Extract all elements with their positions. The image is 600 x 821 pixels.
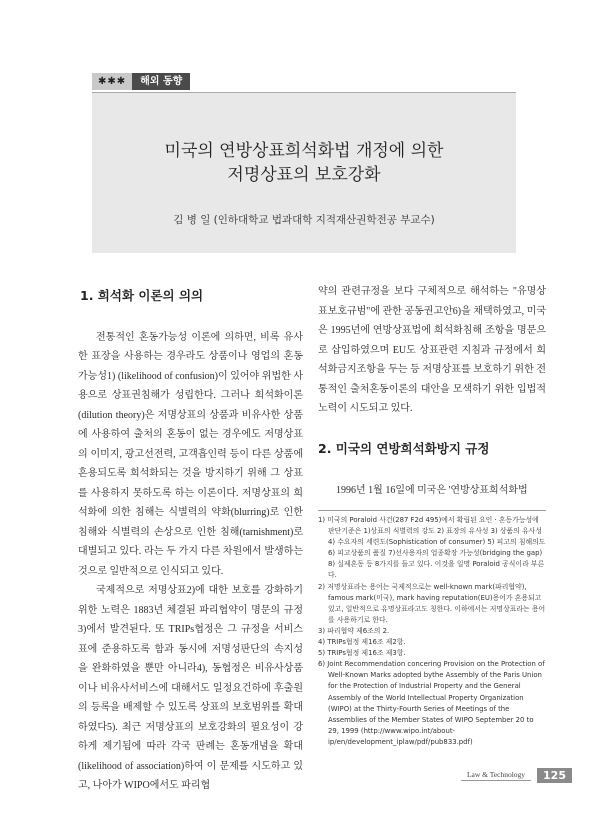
footnote: 5) TRIPs협정 제16조 제3항. xyxy=(318,649,406,658)
right-column xyxy=(318,282,546,501)
page-footer xyxy=(461,768,572,783)
page-number: 125 xyxy=(537,768,572,783)
section-tag xyxy=(92,73,190,90)
footnote: 2) 저명상표라는 용어는 국제적으로는 well-known mark(파리협약), famous mark(미국), mark having reputation(EU)용어가 혼용되고 있고, 일반적으로 유명상표라고도 칭한다. 이하에서는 저명상표라는 용어를 사용하기로 한다. xyxy=(318,582,546,624)
section-label: 해외 동향 xyxy=(132,73,190,90)
paragraph: 전통적인 혼동가능성 이론에 의하면, 비록 유사한 표장을 사용하는 경우라도 상품이나 영업의 혼동가능성1) (likelihood of confusion)이 있어야 위법한 사용으로 상표권침해가 성립한다. 그러나 희석화이론(dilution theory)은 저명상표의 상품과 비유사한 상품에 사용하여 출처의 혼동이 없는 경우에도 저명상표의 이미지, 광고선전력, 고객흡인력 등이 다른 상품에 흔용되도록 희석화되는 것을 방지하기 위해 그 상표를 사용하지 못하도록 하는 이론이다. 저명상표의 희석화에 의한 침해는 식별력의 약화(blurring)로 인한 침해와 식별력의 손상으로 인한 침해(tarnishment)로 대별되고 있다. 라는 두 가지 다른 차원에서 발생하는 것으로 일반적으로 인식되고 있다. xyxy=(78,331,303,577)
footnotes xyxy=(318,510,546,748)
paragraph: 1996년 1월 16일에 미국은 '연방상표희석화법 xyxy=(336,485,528,496)
footnote: 3) 파리협약 제6조의 2. xyxy=(318,626,390,635)
left-column xyxy=(78,286,303,796)
paragraph: 약의 관련규정을 보다 구체적으로 해석하는 "유명상표보호규범"에 관한 공동권고안6)을 채택하였고, 미국은 1995년에 연방상표법에 희석화침해 조항을 명문으로 삽입하였으며 EU도 상표관련 지침과 규정에서 희석화금지조항을 두는 등 저명상표를 보호하기 위한 전통적인 출처혼동이론의 대안을 모색하기 위한 입법적 노력이 시도되고 있다. xyxy=(318,286,546,414)
author-line: 김 병 일 (인하대학교 법과대학 지적재산권학전공 부교수) xyxy=(173,214,435,226)
section-heading-1: 1. 희석화 이론의 의의 xyxy=(80,288,204,303)
section-heading-2: 2. 미국의 연방희석화방지 규정 xyxy=(318,440,490,456)
footnote: 6) Joint Recommendation concering Provision on the Protection of Well-Known Marks adopted bythe Assembly of the Paris Union for the Protection of Industrial Property and the General Assembly of the World Intellectual Property Organization (WIPO) at the Thirty-Fourth Series of Meetings of the Assemblies of the Member States of WIPO September 20 to 29, 1999 (http://www.wipo.int/about-ip/en/development_iplaw/pdf/pub833.pdf) xyxy=(318,660,545,746)
journal-name: Law & Technology xyxy=(461,770,531,781)
article-title xyxy=(92,139,516,187)
title-box xyxy=(92,92,516,253)
footnote: 4) TRIPs협정 제16조 제2항. xyxy=(318,638,406,647)
footnote: 1) 미국의 Poraloid 사건(287 F2d 495)에서 확립된 요인 · 혼동가능성에 판단기준은 1)상표의 식별력의 강도 2) 표장의 유사성 3) 상품의 유사성 4) 수요자의 세련도(Sophistication of consumer) 5) 피고의 침해의도 6) 피고상품의 품질 7)선사용자의 업종확장 가능성(bridging the gap) 8) 실제혼동 등 8가지를 들고 있다. 이것을 일명 Poraloid 공식이라 부른다. xyxy=(318,516,546,580)
title-line-2: 저명상표의 보호강화 xyxy=(227,165,381,185)
title-line-1: 미국의 연방상표희석화법 개정에 의한 xyxy=(164,141,444,161)
star-icons: ✱✱✱ xyxy=(92,73,132,90)
paragraph: 국제적으로 저명상표2)에 대한 보호를 강화하기 위한 노력은 1883년 체결된 파리협약이 명문의 규정3)에서 발견된다. 또 TRIPs협정은 그 규정을 서비스표에 준용하도록 함과 동시에 저명성판단의 속지성을 완화하였을 뿐만 아니라4), 동협정은 비유사상품이나 비유사서비스에 대해서도 일정요건하에 후출원의 등록을 배제할 수 있도록 상표의 보호범위를 확대하였다5). 최근 저명상표의 보호강화의 필요성이 강하게 제기됨에 따라 각국 판례는 혼동개념을 확대(likelihood of association)하여 이 문제를 시도하고 있고, 나아가 WIPO에서도 파리협 xyxy=(78,585,303,791)
